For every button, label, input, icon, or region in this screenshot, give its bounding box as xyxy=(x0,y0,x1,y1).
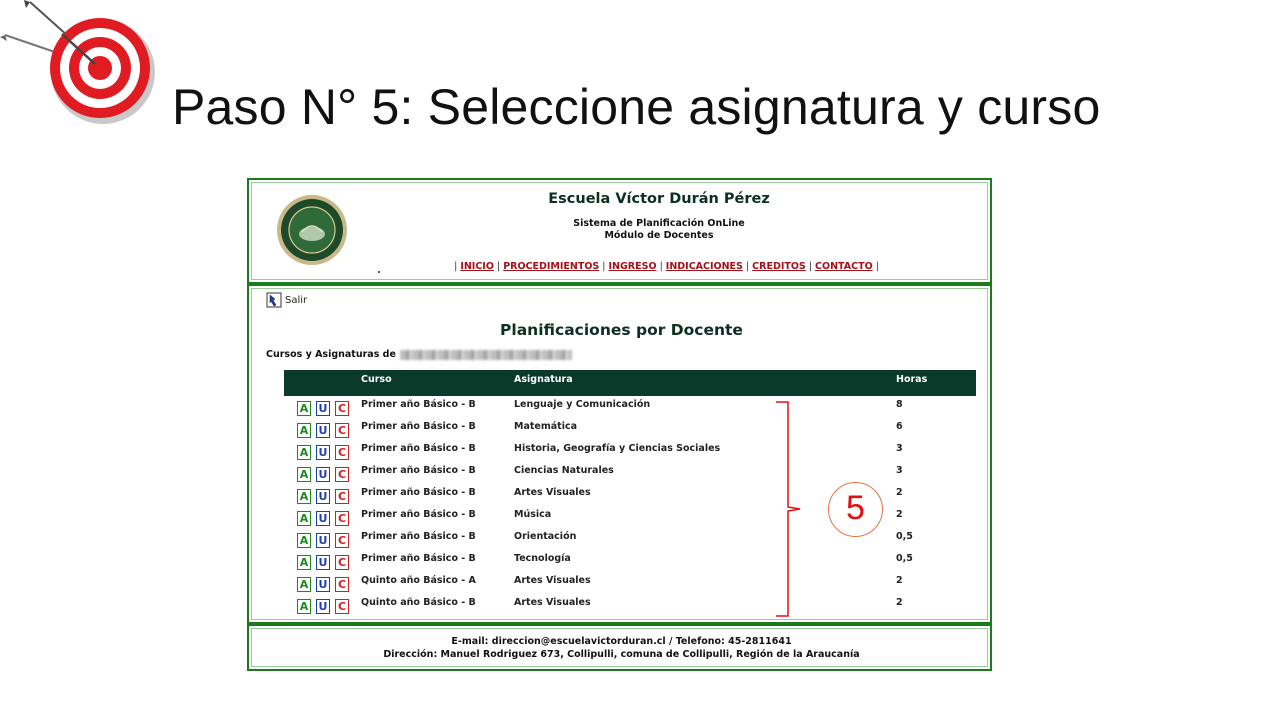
horas-cell: 6 xyxy=(896,421,903,432)
column-header-horas: Horas xyxy=(896,374,928,385)
table-row xyxy=(249,464,994,486)
action-a-button[interactable]: A xyxy=(297,599,311,614)
horas-cell: 0,5 xyxy=(896,531,913,542)
table-row xyxy=(249,442,994,464)
logout-button[interactable] xyxy=(266,292,307,308)
table-row xyxy=(249,530,994,552)
action-u-button[interactable]: U xyxy=(316,511,330,526)
table-row xyxy=(249,574,994,596)
action-a-button[interactable]: A xyxy=(297,423,311,438)
action-c-button[interactable]: C xyxy=(335,467,349,482)
page-heading: Planificaciones por Docente xyxy=(500,321,743,339)
redacted-teacher-name xyxy=(400,350,572,360)
site-footer xyxy=(247,624,992,671)
main-panel xyxy=(247,284,992,624)
action-u-button[interactable]: U xyxy=(316,423,330,438)
horas-cell: 2 xyxy=(896,509,903,520)
owner-label: Cursos y Asignaturas de xyxy=(266,349,396,360)
logout-label: Salir xyxy=(285,294,308,306)
asignatura-cell: Orientación xyxy=(514,531,577,542)
action-c-button[interactable]: C xyxy=(335,445,349,460)
curso-cell: Primer año Básico - B xyxy=(361,421,476,432)
table-row xyxy=(249,552,994,574)
action-u-button[interactable]: U xyxy=(316,489,330,504)
curso-cell: Primer año Básico - B xyxy=(361,531,476,542)
action-a-button[interactable]: A xyxy=(297,511,311,526)
nav-link-contacto[interactable]: CONTACTO xyxy=(815,261,873,272)
action-a-button[interactable]: A xyxy=(297,489,311,504)
curso-cell: Quinto año Básico - B xyxy=(361,597,476,608)
asignatura-cell: Tecnología xyxy=(514,553,571,564)
nav-link-indicaciones[interactable]: INDICACIONES xyxy=(665,261,743,272)
system-subtitle: Sistema de Planificación OnLine xyxy=(573,218,745,229)
asignatura-cell: Ciencias Naturales xyxy=(514,465,614,476)
nav-link-ingreso[interactable]: INGRESO xyxy=(608,261,657,272)
action-a-button[interactable]: A xyxy=(297,533,311,548)
step-number: 5 xyxy=(846,489,865,527)
action-c-button[interactable]: C xyxy=(335,533,349,548)
asignatura-cell: Lenguaje y Comunicación xyxy=(514,399,651,410)
action-c-button[interactable]: C xyxy=(335,599,349,614)
target-icon xyxy=(0,0,170,135)
nav-link-creditos[interactable]: CREDITOS xyxy=(752,261,806,272)
asignatura-cell: Matemática xyxy=(514,421,577,432)
action-u-button[interactable]: U xyxy=(316,401,330,416)
action-u-button[interactable]: U xyxy=(316,577,330,592)
curso-cell: Primer año Básico - B xyxy=(361,509,476,520)
action-a-button[interactable]: A xyxy=(297,555,311,570)
web-app-screenshot xyxy=(247,178,992,671)
table-row xyxy=(249,596,994,618)
divider-dot xyxy=(378,271,380,273)
owner-line xyxy=(266,349,572,360)
action-a-button[interactable]: A xyxy=(297,467,311,482)
action-c-button[interactable]: C xyxy=(335,577,349,592)
step-badge xyxy=(828,482,883,537)
action-u-button[interactable]: U xyxy=(316,445,330,460)
school-name: Escuela Víctor Durán Pérez xyxy=(548,191,770,207)
horas-cell: 2 xyxy=(896,597,903,608)
curso-cell: Primer año Básico - B xyxy=(361,465,476,476)
table-row xyxy=(249,420,994,442)
nav-link-inicio[interactable]: INICIO xyxy=(460,261,494,272)
asignatura-cell: Música xyxy=(514,509,552,520)
curso-cell: Primer año Básico - B xyxy=(361,553,476,564)
main-nav: | INICIO | PROCEDIMIENTOS | INGRESO | INDICACIONES | CREDITOS | CONTACTO | xyxy=(454,261,879,272)
footer-address: Dirección: Manuel Rodriguez 673, Collipulli, comuna de Collipulli, Región de la Araucanía xyxy=(383,649,860,660)
action-c-button[interactable]: C xyxy=(335,423,349,438)
table-header xyxy=(284,370,976,396)
horas-cell: 2 xyxy=(896,487,903,498)
curso-cell: Primer año Básico - B xyxy=(361,487,476,498)
asignatura-cell: Artes Visuales xyxy=(514,597,591,608)
action-u-button[interactable]: U xyxy=(316,533,330,548)
module-subtitle: Módulo de Docentes xyxy=(604,230,714,241)
table-row xyxy=(249,398,994,420)
action-c-button[interactable]: C xyxy=(335,489,349,504)
nav-link-procedimientos[interactable]: PROCEDIMIENTOS xyxy=(503,261,600,272)
slide-title: Paso N° 5: Seleccione asignatura y curso xyxy=(172,79,1101,135)
column-header-asignatura: Asignatura xyxy=(514,374,573,385)
action-c-button[interactable]: C xyxy=(335,401,349,416)
curso-cell: Primer año Básico - B xyxy=(361,443,476,454)
action-a-button[interactable]: A xyxy=(297,577,311,592)
action-u-button[interactable]: U xyxy=(316,467,330,482)
action-a-button[interactable]: A xyxy=(297,445,311,460)
horas-cell: 3 xyxy=(896,465,903,476)
bracket-annotation xyxy=(774,400,804,618)
asignatura-cell: Historia, Geografía y Ciencias Sociales xyxy=(514,443,721,454)
action-c-button[interactable]: C xyxy=(335,511,349,526)
horas-cell: 3 xyxy=(896,443,903,454)
action-u-button[interactable]: U xyxy=(316,599,330,614)
curso-cell: Primer año Básico - B xyxy=(361,399,476,410)
footer-contact: E-mail: direccion@escuelavictorduran.cl / Telefono: 45-2811641 xyxy=(451,636,792,647)
action-u-button[interactable]: U xyxy=(316,555,330,570)
horas-cell: 8 xyxy=(896,399,903,410)
logout-icon xyxy=(266,292,282,308)
asignatura-cell: Artes Visuales xyxy=(514,487,591,498)
site-header xyxy=(247,178,992,284)
action-c-button[interactable]: C xyxy=(335,555,349,570)
asignatura-cell: Artes Visuales xyxy=(514,575,591,586)
action-a-button[interactable]: A xyxy=(297,401,311,416)
column-header-curso: Curso xyxy=(361,374,392,385)
horas-cell: 0,5 xyxy=(896,553,913,564)
horas-cell: 2 xyxy=(896,575,903,586)
curso-cell: Quinto año Básico - A xyxy=(361,575,476,586)
